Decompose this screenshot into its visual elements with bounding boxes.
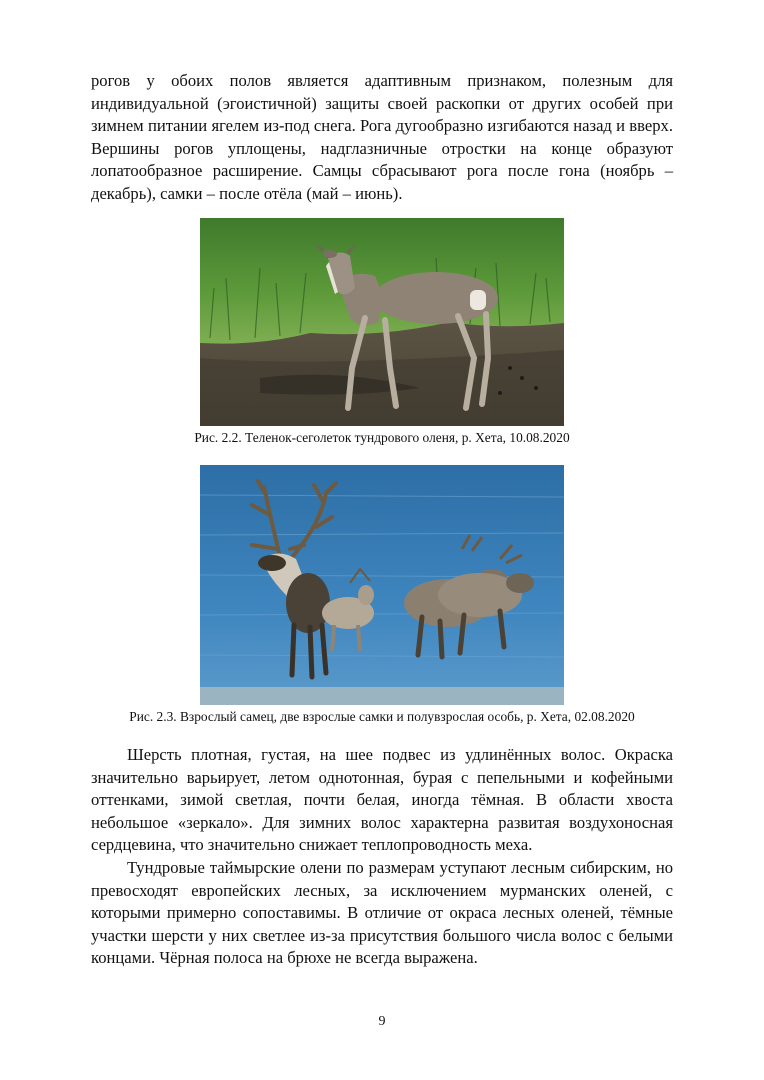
- body-text: [91, 744, 673, 970]
- calf-photo-image: [200, 218, 564, 426]
- figure-calf-photo: [200, 218, 564, 426]
- paragraph-fur: Шерсть плотная, густая, на шее подвес из удлинённых волос. Окраска значительно варьирует, летом однотонная, бурая с пепельными и кофейными оттенками, зимой светлая, почти белая, иногда тёмная. В области хвоста небольшое «зеркало». Для зимних волос характерна развитая воздухоносная сердцевина, что значительно снижает теплопроводность меха.: [91, 745, 673, 855]
- paragraph-top: [91, 70, 673, 206]
- figure-herd-caption: Рис. 2.3. Взрослый самец, две взрослые самки и полувзрослая особь, р. Хета, 02.08.2020: [129, 709, 635, 724]
- paragraph-top-text: рогов у обоих полов является адаптивным признаком, полезным для индивидуальной (эгоистичной) защиты своей раскопки от других особей при зимнем питании ягелем из-под снега. Рога дугообразно изгибаются назад и вверх. Вершины рогов уплощены, надглазничные отростки на конце образуют лопатообразное расширение. Самцы сбрасывают рога после гона (ноябрь – декабрь), самки – после отёла (май – июнь).: [91, 71, 673, 203]
- herd-photo-image: [200, 465, 564, 705]
- page-number: 9: [378, 1014, 386, 1029]
- figure-calf-caption: Рис. 2.2. Теленок-сеголеток тундрового оленя, р. Хета, 10.08.2020: [194, 430, 570, 445]
- paragraph-size: Тундровые таймырские олени по размерам уступают лесным сибирским, но превосходят европейских лесных, за исключением мурманских оленей, с которыми примерно сопоставимы. В отличие от окраса лесных оленей, тёмные участки шерсти у них светлее из-за присутствия большого числа волос с белыми концами. Чёрная полоса на брюхе не всегда выражена.: [91, 857, 673, 968]
- figure-herd-photo: [200, 465, 564, 705]
